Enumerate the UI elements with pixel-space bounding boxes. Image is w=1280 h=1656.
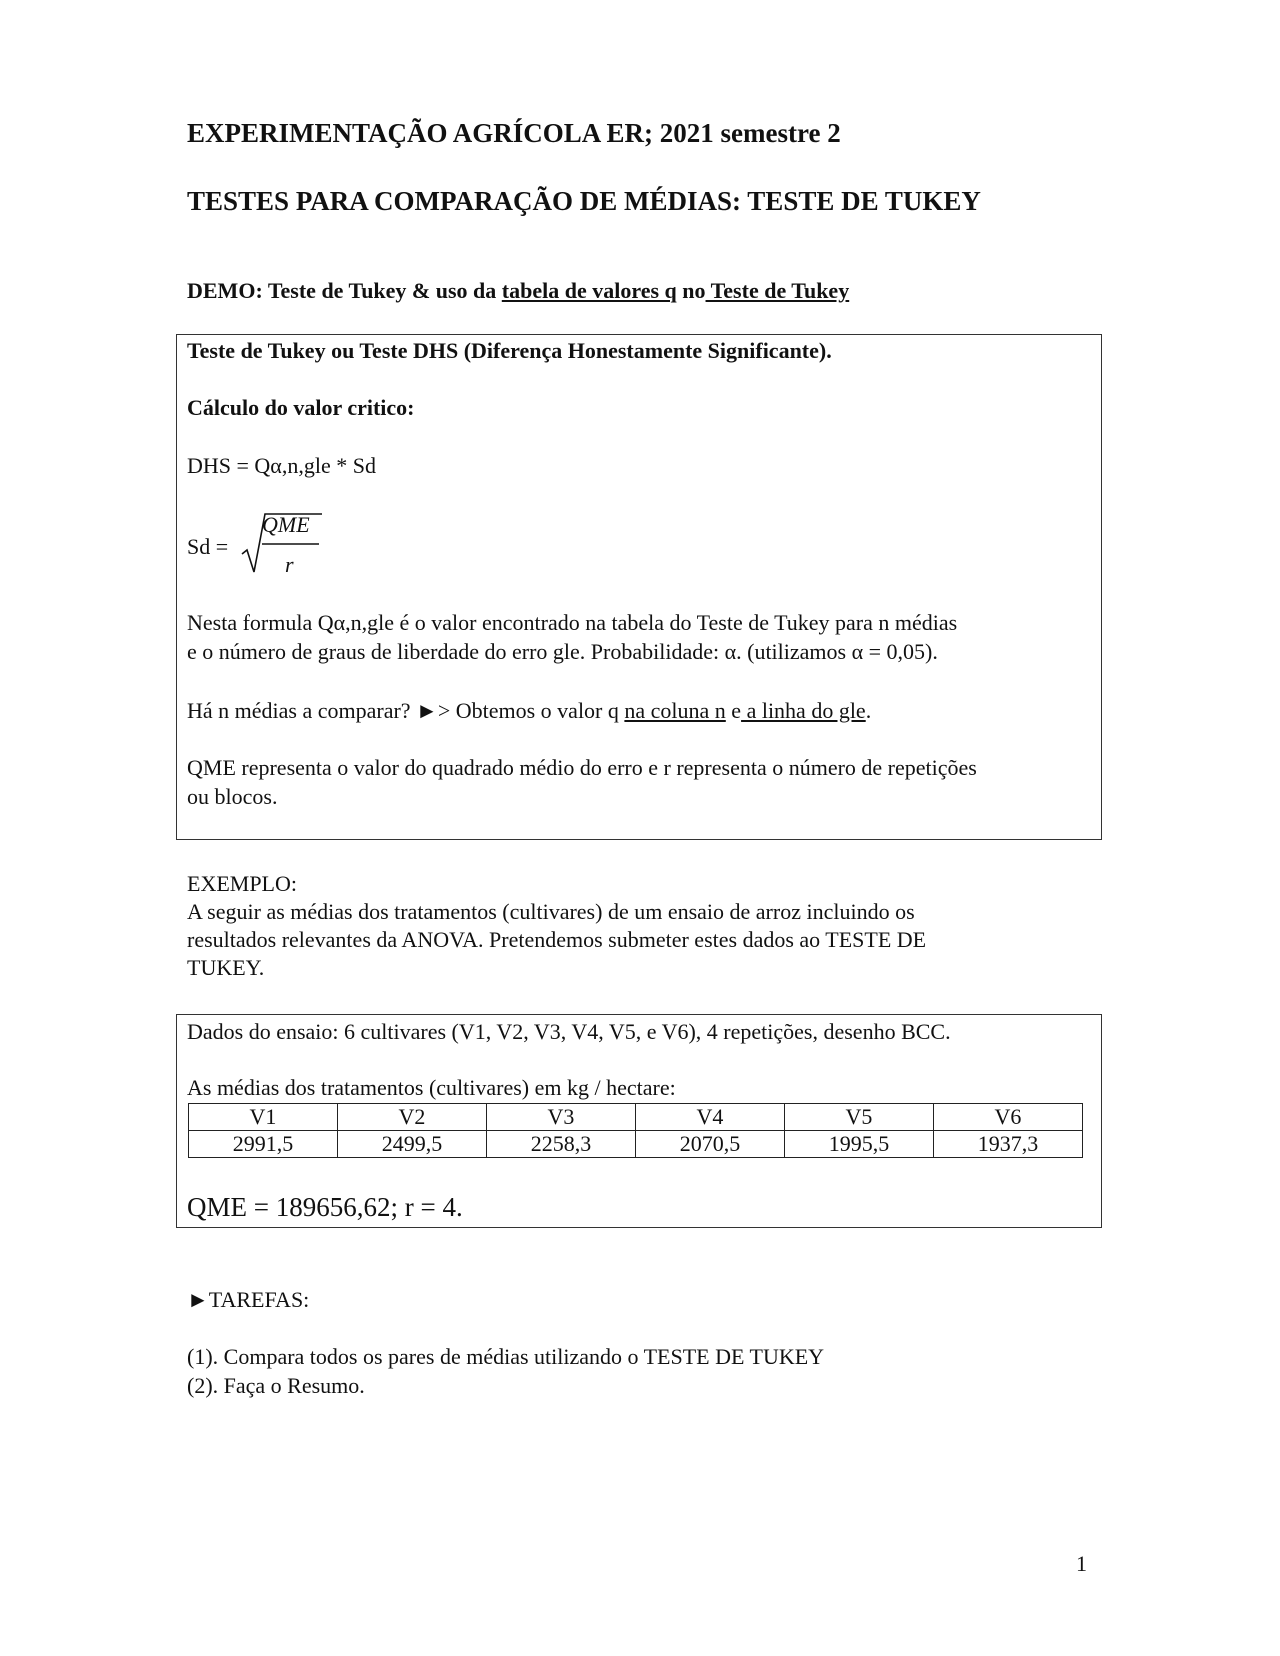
means-caption: As médias dos tratamentos (cultivares) em kg / hectare: [187, 1075, 676, 1100]
task-item: (2). Faça o Resumo. [187, 1373, 365, 1398]
value-cell: 1937,3 [934, 1131, 1083, 1158]
demo-middle: no [676, 278, 706, 303]
header-cell: V5 [785, 1104, 934, 1131]
trial-description: Dados do ensaio: 6 cultivares (V1, V2, V3, V4, V5, e V6), 4 repetições, desenho BCC. [187, 1019, 951, 1044]
sd-numerator: QME [262, 512, 310, 537]
box-heading: Teste de Tukey ou Teste DHS (Diferença Honestamente Significante). [187, 338, 832, 363]
table-header-row [189, 1104, 1083, 1131]
sd-label: Sd = [187, 534, 229, 559]
demo-line [187, 278, 849, 304]
tasks-heading: ►TAREFAS: [187, 1287, 310, 1312]
value-cell: 2499,5 [338, 1131, 487, 1158]
header-cell: V2 [338, 1104, 487, 1131]
lookup-mid: e [725, 698, 742, 723]
lookup-end: . [865, 698, 872, 723]
demo-prefix: DEMO: Teste de Tukey & uso da [187, 278, 502, 303]
q-table-link[interactable]: tabela de valores q [501, 278, 677, 303]
page-number: 1 [1076, 1551, 1087, 1576]
document-subtitle: TESTES PARA COMPARAÇÃO DE MÉDIAS: TESTE DE TUKEY [187, 186, 981, 216]
critical-value-heading: Cálculo do valor critico: [187, 395, 415, 420]
example-line-1: A seguir as médias dos tratamentos (cultivares) de um ensaio de arroz incluindo os [187, 899, 915, 924]
value-cell: 2991,5 [189, 1131, 338, 1158]
lookup-prefix: Há n médias a comparar? ►> Obtemos o valor q [187, 698, 625, 723]
means-table [188, 1103, 1083, 1158]
explanation-line-2: e o número de graus de liberdade do erro gle. Probabilidade: α. (utilizamos α = 0,05). [187, 639, 938, 664]
lookup-instruction [187, 697, 871, 725]
explanation-line-1: Nesta formula Qα,n,gle é o valor encontrado na tabela do Teste de Tukey para n médias [187, 610, 958, 635]
sd-denominator: r [285, 552, 294, 577]
value-cell: 1995,5 [785, 1131, 934, 1158]
value-cell: 2258,3 [487, 1131, 636, 1158]
header-cell: V1 [189, 1104, 338, 1131]
header-cell: V6 [934, 1104, 1083, 1131]
column-n-link: na coluna n [624, 698, 726, 723]
qme-result: QME = 189656,62; r = 4. [187, 1192, 463, 1222]
header-cell: V4 [636, 1104, 785, 1131]
example-label: EXEMPLO: [187, 871, 297, 896]
qme-definition-line-2: ou blocos. [187, 784, 278, 809]
example-line-3: TUKEY. [187, 955, 265, 980]
qme-definition-line-1: QME representa o valor do quadrado médio do erro e r representa o número de repetições [187, 755, 977, 780]
document-title: EXPERIMENTAÇÃO AGRÍCOLA ER; 2021 semestre 2 [187, 118, 841, 148]
task-item: (1). Compara todos os pares de médias utilizando o TESTE DE TUKEY [187, 1344, 825, 1369]
dhs-formula: DHS = Qα,n,gle * Sd [187, 453, 376, 478]
example-line-2: resultados relevantes da ANOVA. Pretendemos submeter estes dados ao TESTE DE [187, 927, 927, 952]
header-cell: V3 [487, 1104, 636, 1131]
tukey-test-link[interactable]: Teste de Tukey [705, 278, 850, 303]
table-row [189, 1131, 1083, 1158]
row-gle-link: a linha do gle [741, 698, 866, 723]
value-cell: 2070,5 [636, 1131, 785, 1158]
